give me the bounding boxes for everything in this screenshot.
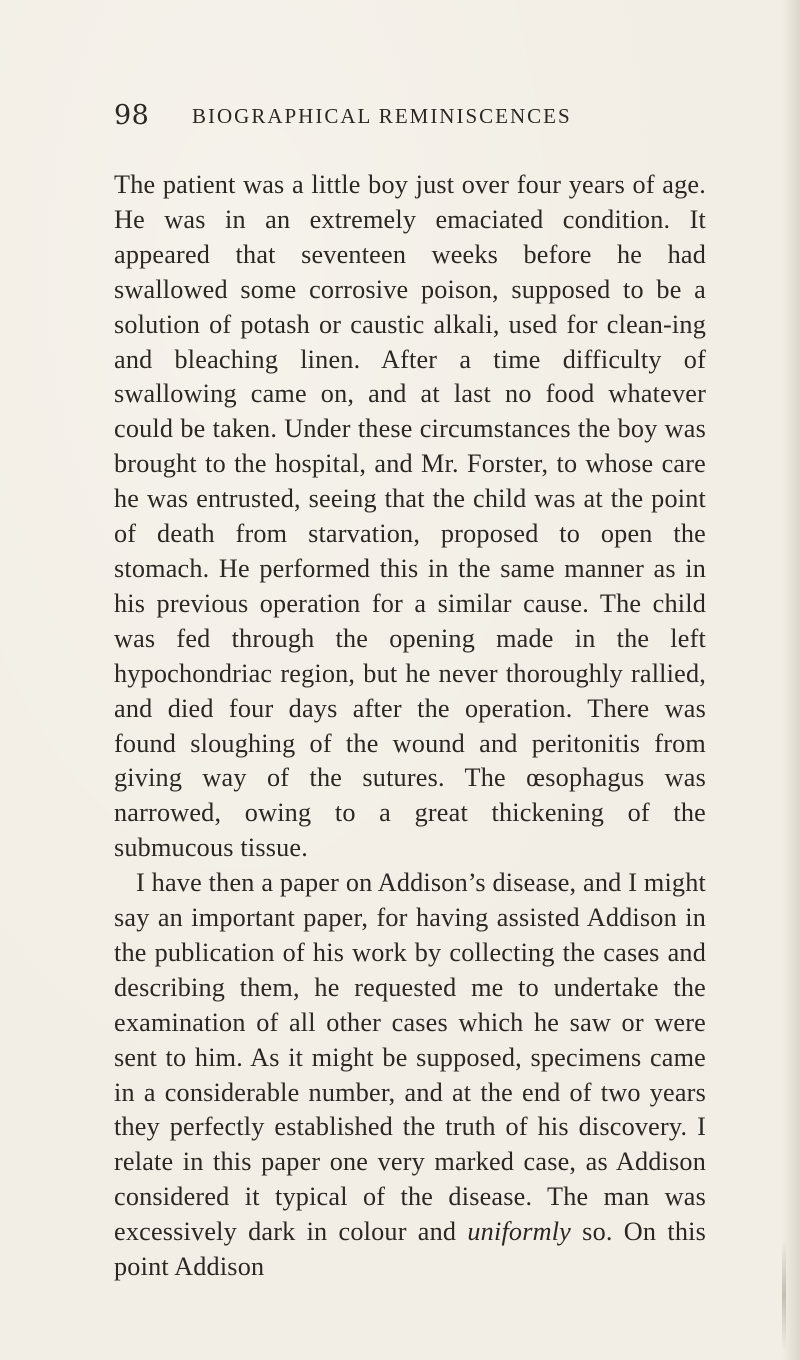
paragraph-2-text-start: I have then a paper on Addison’s disease, and I might say an important paper, for having assisted Addison in the publication of his work by collecting the cases and describing them, he requested me to undertake the examination of all other cases which he saw or were sent to him. As it might be supposed, specimens came in a considerable number, and at the end of two years they perfectly established the truth of his discovery. I relate in this paper one very marked case, as Addison considered it typical of the disease. The man was excessively dark in colour and bbox=[114, 868, 706, 1247]
margin-mark bbox=[782, 1240, 786, 1350]
page-header bbox=[114, 100, 706, 140]
paragraph-1 bbox=[114, 168, 706, 866]
italic-emphasis: uniformly bbox=[467, 1217, 572, 1247]
paragraph-2-text-end: so. On this point Addison bbox=[114, 1217, 706, 1282]
page-number: 98 bbox=[114, 100, 150, 131]
paragraph-1-text: The patient was a little boy just over four years of age. He was in an extremely emaciated condition. It appeared that seventeen weeks before he had swallowed some corrosive poison, supposed to be a solution of potash or caustic alkali, used for clean-ing and bleaching linen. After a time difficulty of swallowing came on, and at last no food whatever could be taken. Under these circumstances the boy was brought to the hospital, and Mr. Forster, to whose care he was entrusted, seeing that the child was at the point of death from starvation, proposed to open the stomach. He performed this in the same manner as in his previous operation for a similar cause. The child was fed through the opening made in the left hypochondriac region, but he never thoroughly rallied, and died four days after the operation. There was found sloughing of the wound and peritonitis from giving way of the sutures. The œsophagus was narrowed, owing to a great thickening of the submucous tissue. bbox=[114, 170, 706, 863]
page-edge-shadow bbox=[782, 0, 800, 1360]
running-title: BIOGRAPHICAL REMINISCENCES bbox=[192, 104, 572, 128]
paragraph-2 bbox=[114, 866, 706, 1285]
body-text bbox=[114, 168, 706, 1285]
